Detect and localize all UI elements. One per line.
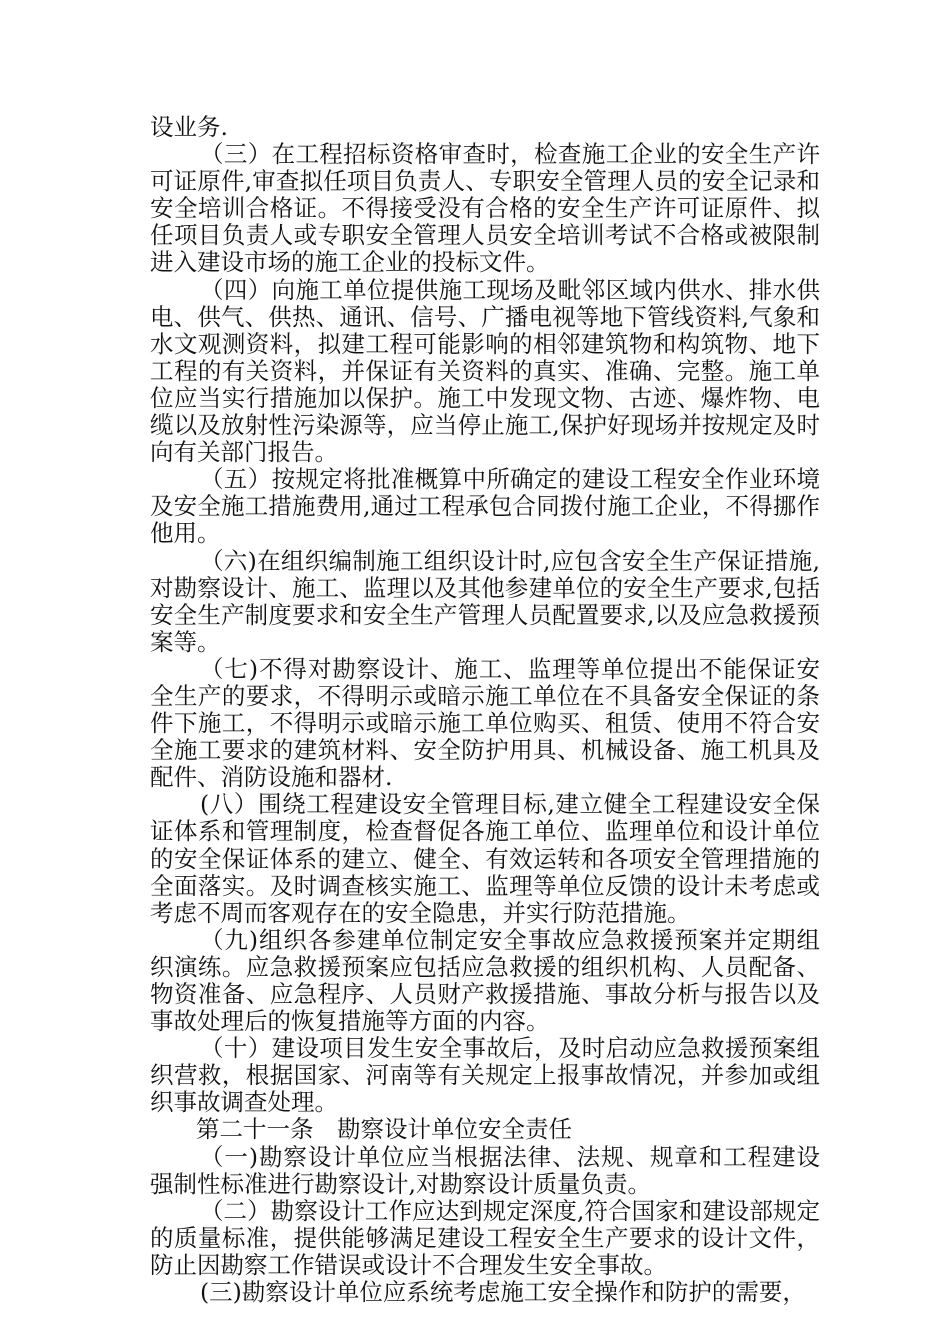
paragraph-item-9: （九)组织各参建单位制定安全事故应急救援预案并定期组织演练。应急救援预案应包括应急救援的组织机构、人员配备、物资准备、应急程序、人员财产救援措施、事故分析与报告以及事故处理后的恢复措施等方面的内容。 (150, 925, 820, 1036)
paragraph-item-8: (八）围绕工程建设安全管理目标,建立健全工程建设安全保证体系和管理制度，检查督促各施工单位、监理单位和设计单位的安全保证体系的建立、健全、有效运转和各项安全管理措施的全面落实。及时调查核实施工、监理等单位反馈的设计未考虑或考虑不周而客观存在的安全隐患，并实行防范措施。 (150, 790, 820, 927)
paragraph-item-4: （四）向施工单位提供施工现场及毗邻区域内供水、排水供电、供气、供热、通讯、信号、广播电视等地下管线资料,气象和水文观测资料，拟建工程可能影响的相邻建筑物和构筑物、地下工程的有关资料，并保证有关资料的真实、准确、完整。施工单位应当实行措施加以保护。施工中发现文物、古迹、爆炸物、电缆以及放射性污染源等，应当停止施工,保护好现场并按规定及时向有关部门报告。 (150, 275, 820, 467)
paragraph-article21-item-1: （一)勘察设计单位应当根据法律、法规、规章和工程建设强制性标准进行勘察设计,对勘察设计质量负责。 (150, 1142, 820, 1198)
paragraph-item-3: （三）在工程招标资格审查时，检查施工企业的安全生产许可证原件,审查拟任项目负责人、专职安全管理人员的安全记录和安全培训合格证。不得接受没有合格的安全生产许可证原件、拟任项目负责人或专职安全管理人员安全培训考试不合格或被限制进入建设市场的施工企业的投标文件。 (150, 140, 820, 277)
paragraph-item-5: （五）按规定将批准概算中所确定的建设工程安全作业环境及安全施工措施费用,通过工程承包合同拨付施工企业，不得挪作他用。 (150, 465, 820, 548)
article-21-heading: 第二十一条 勘察设计单位安全责任 (196, 1115, 572, 1144)
paragraph-item-10: （十）建设项目发生安全事故后，及时启动应急救援预案组织营救，根据国家、河南等有关规定上报事故情况，并参加或组织事故调查处理。 (150, 1034, 820, 1117)
document-page (150, 114, 820, 1306)
paragraph-item-6: （六)在组织编制施工组织设计时,应包含安全生产保证措施,对勘察设计、施工、监理以及其他参建单位的安全生产要求,包括安全生产制度要求和安全生产管理人员配置要求,以及应急救援预案等。 (150, 546, 820, 656)
paragraph-item-7: （七)不得对勘察设计、施工、监理等单位提出不能保证安全生产的要求，不得明示或暗示施工单位在不具备安全保证的条件下施工，不得明示或暗示施工单位购买、租赁、使用不符合安全施工要求的建筑材料、安全防护用具、机械设备、施工机具及配件、消防设施和器材. (150, 654, 820, 792)
paragraph-article21-item-2: （二）勘察设计工作应达到规定深度,符合国家和建设部规定的质量标准，提供能够满足建设工程安全生产要求的设计文件，防止因勘察工作错误或设计不合理发生安全事故。 (150, 1196, 820, 1279)
paragraph-continuation: 设业务. (150, 113, 228, 141)
paragraph-article21-item-3: (三)勘察设计单位应系统考虑施工安全操作和防护的需要， (200, 1278, 806, 1307)
